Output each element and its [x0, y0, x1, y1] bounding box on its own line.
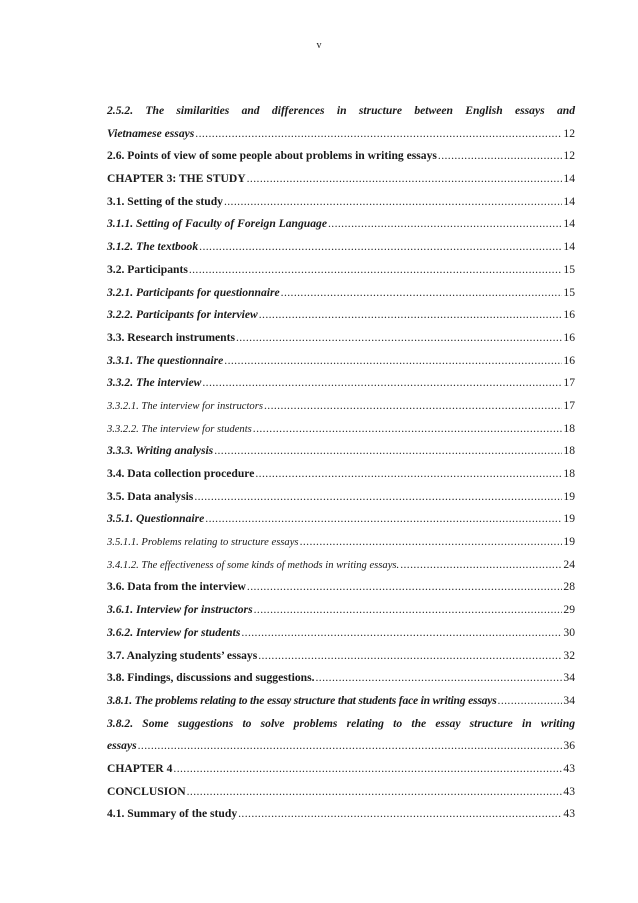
toc-entry-3-8-1	[107, 690, 575, 713]
leader-dots	[247, 576, 563, 599]
toc-entry-title: CHAPTER 4	[107, 761, 173, 775]
toc-entry-3-3-2-2	[107, 418, 575, 441]
toc-entry-title: 3.2. Participants	[107, 262, 188, 276]
toc-entry-page: 19	[563, 489, 575, 503]
toc-entry-3-3-1	[107, 350, 575, 373]
toc-entry-title: 3.8. Findings, discussions and suggestions.	[107, 671, 315, 685]
toc-entry-title: 3.6. Data from the interview	[107, 580, 246, 594]
toc-entry-page: 36	[563, 739, 575, 753]
leader-dots	[258, 645, 562, 668]
leader-dots	[241, 622, 562, 645]
toc-entry-title: 3.1.1. Setting of Faculty of Foreign Language	[107, 217, 327, 231]
toc-entry-page: 18	[563, 467, 575, 480]
leader-dots	[173, 758, 562, 781]
toc-entry-page: 34	[563, 671, 575, 685]
toc-entry-3-1-1	[107, 213, 575, 236]
toc-entry-title: 4.1. Summary of the study	[107, 807, 238, 821]
toc-entry-title: 3.3.1. The questionnaire	[107, 353, 224, 367]
leader-dots	[254, 599, 563, 622]
leader-dots	[300, 531, 563, 554]
toc-entry-3-6-1	[107, 599, 575, 622]
toc-entry-page: 16	[563, 330, 575, 344]
toc-entry-title: essays	[107, 739, 137, 753]
leader-dots	[195, 123, 562, 146]
toc-entry-3-3-3	[107, 440, 575, 463]
toc-entry-title: 3.3. Research instruments	[107, 330, 235, 344]
toc-entry-page: 12	[563, 149, 575, 163]
toc-entry-4-1	[107, 803, 575, 826]
toc-entry-page: 16	[563, 308, 575, 322]
toc-entry-3-1-2	[107, 236, 575, 259]
leader-dots	[224, 191, 562, 214]
toc-entry-title: 3.3.2. The interview	[107, 376, 202, 390]
toc-entry-title: 3.6.1. Interview for instructors	[107, 603, 253, 617]
toc-entry-page: 18	[563, 444, 575, 458]
toc-entry-title: 2.6. Points of view of some people about problems in writing essays	[107, 149, 437, 163]
toc-entry-title: CONCLUSION	[107, 784, 186, 798]
leader-dots	[199, 236, 562, 259]
toc-entry-3-5-1	[107, 508, 575, 531]
leader-dots	[281, 282, 563, 305]
toc-entry-3-8-2-line2	[107, 735, 575, 758]
leader-dots	[328, 213, 562, 236]
toc-entry-page: 43	[563, 807, 575, 821]
toc-entry-3-3-2-1	[107, 395, 575, 418]
toc-entry-3-1	[107, 191, 575, 214]
toc-entry-title: 3.4. Data collection procedure	[107, 467, 255, 480]
leader-dots	[247, 168, 563, 191]
table-of-contents	[107, 100, 575, 826]
toc-entry-page: 14	[563, 240, 575, 254]
leader-dots	[224, 350, 562, 373]
toc-entry-title: 3.5.1. Questionnaire	[107, 512, 205, 526]
leader-dots	[438, 145, 563, 168]
toc-entry-title: 3.6.2. Interview for students	[107, 625, 241, 639]
toc-entry-3-5-1-1	[107, 531, 575, 554]
toc-entry-3-4	[107, 463, 575, 486]
leader-dots	[214, 440, 562, 463]
toc-entry-page: 28	[563, 580, 575, 594]
toc-entry-3-2-2	[107, 304, 575, 327]
toc-entry-3-2	[107, 259, 575, 282]
toc-entry-page: 15	[563, 262, 575, 276]
leader-dots	[194, 486, 562, 509]
toc-entry-page: 19	[563, 512, 575, 526]
leader-dots	[187, 781, 563, 804]
leader-dots	[498, 690, 563, 713]
leader-dots	[253, 418, 563, 441]
toc-entry-chapter-3	[107, 168, 575, 191]
toc-entry-title: 3.1.2. The textbook	[107, 240, 199, 254]
leader-dots	[259, 304, 563, 327]
toc-entry-title: 3.5. Data analysis	[107, 489, 194, 503]
toc-entry-title: CHAPTER 3: THE STUDY	[107, 172, 246, 186]
toc-entry-title: 3.5.1.1. Problems relating to structure essays	[107, 537, 299, 549]
leader-dots	[205, 508, 562, 531]
toc-entry-page: 29	[563, 603, 575, 617]
toc-entry-title: 3.8.2. Some suggestions to solve problems relating to the essay structure in writing	[107, 716, 575, 730]
toc-entry-page: 12	[563, 126, 575, 140]
toc-entry-page: 18	[563, 421, 575, 435]
toc-entry-title: 3.3.2.1. The interview for instructors	[107, 400, 263, 412]
toc-entry-title: Vietnamese essays	[107, 126, 195, 140]
leader-dots	[315, 667, 562, 690]
toc-entry-page: 43	[563, 784, 575, 798]
toc-entry-page: 43	[563, 761, 575, 775]
toc-entry-page: 16	[563, 353, 575, 367]
toc-entry-3-6-2	[107, 622, 575, 645]
leader-dots	[400, 554, 562, 577]
toc-entry-page: 17	[563, 398, 575, 412]
toc-entry-title: 3.2.2. Participants for interview	[107, 308, 258, 322]
toc-entry-title: 2.5.2. The similarities and differences in structure between English essays and	[107, 104, 575, 117]
toc-entry-3-5	[107, 486, 575, 509]
toc-entry-chapter-4	[107, 758, 575, 781]
toc-entry-2-5-2-line1	[107, 100, 575, 123]
toc-entry-page: 30	[563, 625, 575, 639]
leader-dots	[236, 327, 562, 350]
toc-entry-2-5-2-line2	[107, 123, 575, 146]
leader-dots	[264, 395, 562, 418]
toc-entry-3-6	[107, 576, 575, 599]
leader-dots	[238, 803, 562, 826]
leader-dots	[138, 735, 563, 758]
toc-entry-title: 3.3.3. Writing analysis	[107, 444, 214, 458]
leader-dots	[255, 463, 562, 486]
toc-entry-title: 3.2.1. Participants for questionnaire	[107, 285, 280, 299]
toc-entry-title: 3.4.1.2. The effectiveness of some kinds of methods in writing essays.	[107, 559, 400, 571]
toc-entry-3-7	[107, 645, 575, 668]
toc-entry-3-4-1-2	[107, 554, 575, 577]
toc-entry-page: 14	[563, 217, 575, 231]
toc-entry-page: 24	[563, 557, 575, 571]
page-number: v	[316, 40, 322, 51]
toc-entry-page: 17	[563, 376, 575, 390]
toc-entry-page: 14	[563, 172, 575, 186]
toc-entry-page: 32	[563, 648, 575, 662]
toc-entry-2-6	[107, 145, 575, 168]
toc-entry-title: 3.7. Analyzing students’ essays	[107, 648, 258, 662]
toc-entry-page: 14	[563, 194, 575, 208]
toc-entry-3-8-2-line1	[107, 713, 575, 736]
toc-entry-conclusion	[107, 781, 575, 804]
toc-entry-3-2-1	[107, 282, 575, 305]
toc-entry-page: 15	[563, 285, 575, 299]
toc-entry-3-3	[107, 327, 575, 350]
toc-entry-3-8	[107, 667, 575, 690]
toc-entry-title: 3.3.2.2. The interview for students	[107, 423, 252, 435]
leader-dots	[202, 372, 562, 395]
toc-entry-3-3-2	[107, 372, 575, 395]
leader-dots	[189, 259, 563, 282]
toc-entry-title: 3.1. Setting of the study	[107, 194, 223, 208]
toc-entry-page: 19	[563, 535, 575, 549]
toc-entry-title: 3.8.1. The problems relating to the essay structure that students face in writing essays	[107, 693, 497, 707]
toc-entry-page: 34	[563, 693, 575, 707]
